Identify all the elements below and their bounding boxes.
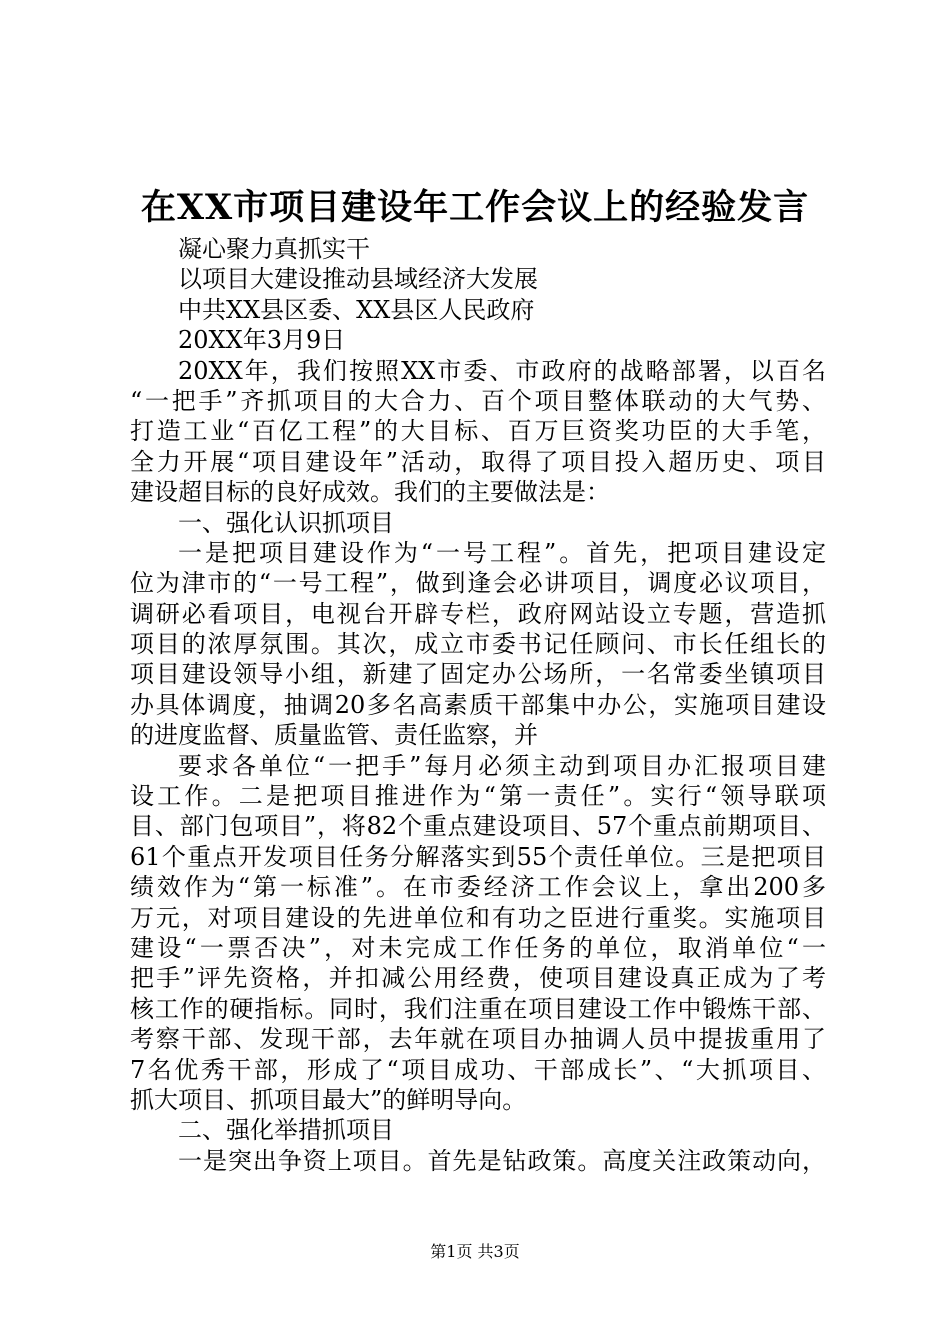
body-line: 凝心聚力真抓实干: [178, 235, 370, 263]
body-line: 一、强化认识抓项目: [178, 508, 394, 537]
body-line: 办具体调度，抽调20多名高素质干部集中办公，实施项目建设: [130, 690, 826, 719]
body-line: 设工作。二是把项目推进作为“第一责任”。实行“领导联项: [130, 782, 826, 811]
document-body: [130, 234, 826, 1176]
body-line: 61个重点开发项目任务分解落实到55个责任单位。三是把项目: [130, 842, 826, 871]
body-line: 要求各单位“一把手”每月必须主动到项目办汇报项目建: [178, 751, 826, 780]
body-line: 以项目大建设推动县域经济大发展: [178, 265, 538, 294]
body-line: 20XX年3月9日: [178, 326, 346, 355]
body-line: 中共XX县区委、XX县区人民政府: [178, 295, 535, 324]
body-line: 的进度监督、质量监管、责任监察，并: [130, 721, 538, 750]
body-line: 全力开展“项目建设年”活动，取得了项目投入超历史、项目: [130, 447, 826, 476]
body-line: 20XX年，我们按照XX市委、市政府的战略部署，以百名: [178, 356, 826, 385]
body-line: 项目的浓厚氛围。其次，成立市委书记任顾问、市长任组长的: [130, 630, 826, 659]
body-line: 抓大项目、抓项目最大”的鲜明导向。: [130, 1085, 527, 1114]
body-line: 绩效作为“第一标准”。在市委经济工作会议上，拿出200多: [130, 873, 826, 902]
body-line: 位为津市的“一号工程”，做到逢会必讲项目，调度必议项目，: [130, 569, 826, 598]
body-line: 二、强化举措抓项目: [178, 1116, 394, 1145]
body-line: 核工作的硬指标。同时，我们注重在项目建设工作中锻炼干部、: [130, 994, 826, 1023]
body-line: 考察干部、发现干部，去年就在项目办抽调人员中提拔重用了: [130, 1025, 826, 1054]
body-line: 打造工业“百亿工程”的大目标、百万巨资奖功臣的大手笔，: [130, 417, 826, 446]
body-line: 7名优秀干部，形成了“项目成功、干部成长”、“大抓项目、: [130, 1055, 826, 1084]
body-line: 项目建设领导小组，新建了固定办公场所，一名常委坐镇项目: [130, 660, 826, 689]
body-line: 把手”评先资格，并扣减公用经费，使项目建设真正成为了考: [130, 964, 826, 993]
body-line: 建设“一票否决”，对未完成工作任务的单位，取消单位“一: [130, 933, 826, 962]
body-line: 目、部门包项目”，将82个重点建设项目、57个重点前期项目、: [130, 812, 826, 841]
body-line: 建设超目标的良好成效。我们的主要做法是：: [130, 478, 610, 507]
body-line: 一是把项目建设作为“一号工程”。首先，把项目建设定: [178, 538, 826, 567]
document-title: 在XX市项目建设年工作会议上的经验发言: [140, 187, 810, 228]
body-line: 调研必看项目，电视台开辟专栏，政府网站设立专题，营造抓: [130, 599, 826, 628]
body-line: “一把手”齐抓项目的大合力、百个项目整体联动的大气势、: [130, 386, 826, 415]
body-line: 一是突出争资上项目。首先是钻政策。高度关注政策动向，: [178, 1146, 826, 1175]
page-footer: 第1页 共3页: [430, 1242, 520, 1261]
body-line: 万元，对项目建设的先进单位和有功之臣进行重奖。实施项目: [130, 903, 826, 932]
